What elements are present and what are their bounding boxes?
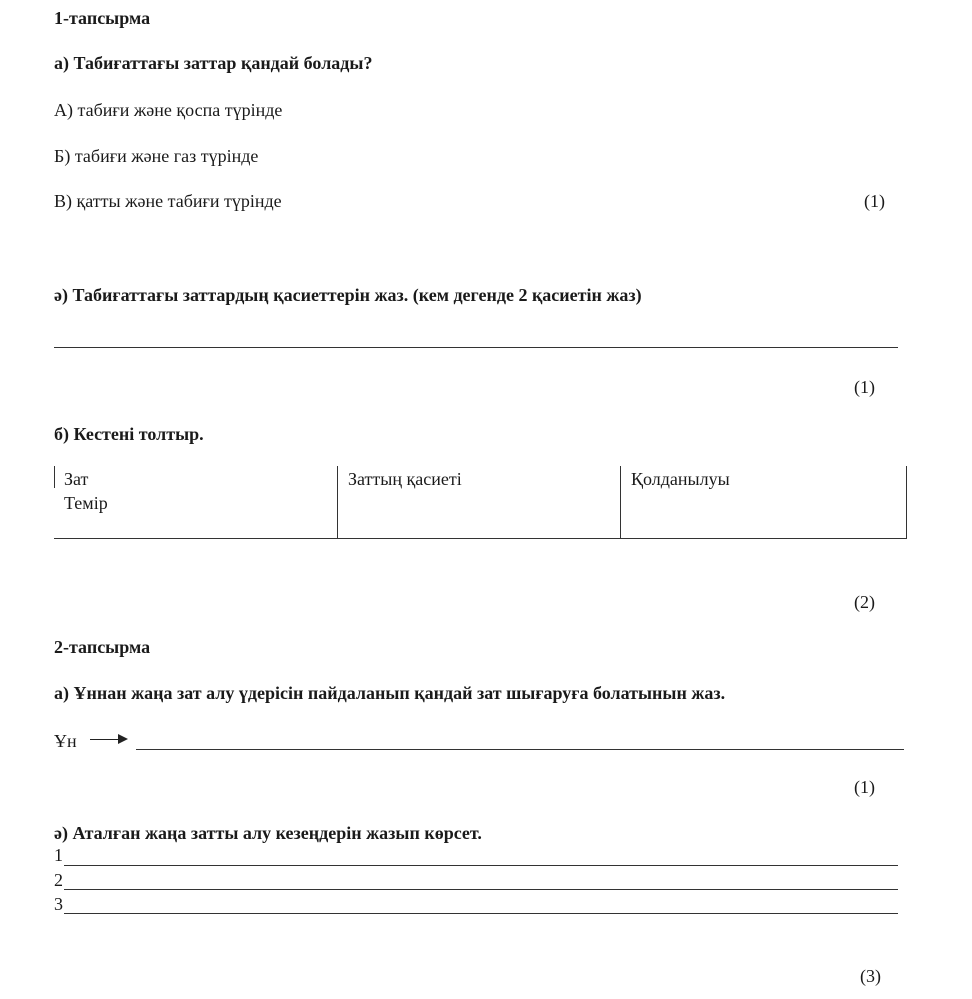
task1-question-a: а) Табиғаттағы заттар қандай болады? — [54, 53, 373, 73]
task2-question-a: а) Ұннан жаңа зат алу үдерісін пайдаланып қандай зат шығаруға болатынын жаз. — [54, 683, 726, 703]
table-header-zat: Зат — [64, 469, 89, 489]
step-line-3[interactable] — [64, 913, 898, 914]
task1-question-ae: ә) Табиғаттағы заттардың қасиеттерін жаз. (кем дегенде 2 қасиетін жаз) — [54, 285, 642, 305]
score-1b: (2) — [854, 592, 875, 612]
arrow-right-icon — [90, 739, 126, 740]
step-number-1: 1 — [54, 845, 63, 865]
option-b[interactable]: Б) табиғи және газ түрінде — [54, 146, 259, 166]
score-2a: (1) — [854, 777, 875, 797]
score-1a: (1) — [864, 191, 885, 211]
table-right-border — [906, 466, 907, 538]
step-number-3: 3 — [54, 894, 63, 914]
task1-question-b: б) Кестені толтыр. — [54, 424, 204, 444]
table-cell-temir: Темір — [64, 493, 108, 513]
option-a[interactable]: А) табиғи және қоспа түрінде — [54, 100, 283, 120]
table-divider-1 — [337, 466, 338, 538]
score-2ae: (3) — [860, 966, 881, 986]
table-divider-2 — [620, 466, 621, 538]
fill-table — [54, 466, 907, 539]
table-header-usage: Қолданылуы — [631, 469, 730, 489]
task2-question-ae: ә) Аталған жаңа затты алу кезеңдерін жазып көрсет. — [54, 823, 482, 843]
score-1ae: (1) — [854, 377, 875, 397]
task2-title: 2-тапсырма — [54, 637, 151, 657]
table-header-property: Заттың қасиеті — [348, 469, 462, 489]
answer-line-1ae[interactable] — [54, 347, 898, 348]
task1-title: 1-тапсырма — [54, 8, 151, 28]
option-v[interactable]: В) қатты және табиғи түрінде — [54, 191, 282, 211]
step-line-2[interactable] — [64, 889, 898, 890]
table-left-tick — [54, 466, 55, 488]
answer-line-2a[interactable] — [136, 749, 904, 750]
step-line-1[interactable] — [64, 865, 898, 866]
step-number-2: 2 — [54, 870, 63, 890]
flour-label: Ұн — [54, 731, 77, 751]
